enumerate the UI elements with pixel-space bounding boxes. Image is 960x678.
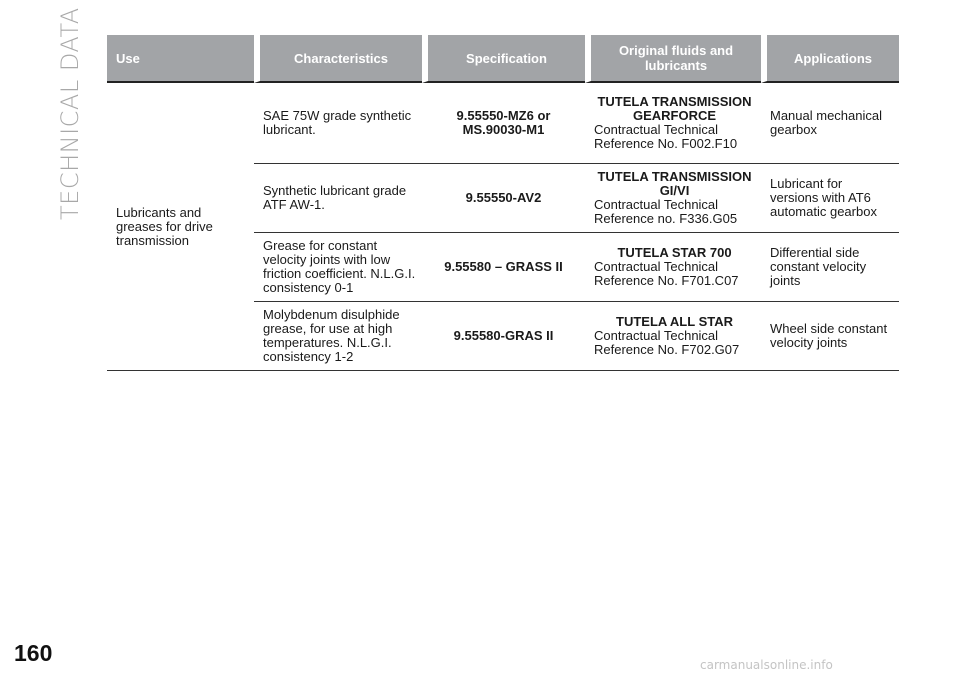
header-original-fluids: Original fluids and lubricants [585, 35, 761, 83]
lubricants-table [107, 35, 899, 371]
application-cell: Manual mechanical gearbox [761, 83, 899, 164]
header-use: Use [107, 35, 254, 83]
characteristics-cell: Molybdenum disulphide grease, for use at high temperatures. N.L.G.I. consistency 1-2 [254, 302, 422, 371]
product-cell [585, 302, 761, 371]
product-reference: Contractual Technical Reference No. F002.F10 [594, 122, 738, 151]
product-cell [585, 83, 761, 164]
application-cell: Differential side constant velocity joints [761, 233, 899, 302]
product-reference: Contractual Technical Reference No. F701.C07 [594, 259, 739, 288]
product-name: TUTELA STAR 700 [617, 245, 732, 260]
product-cell [585, 164, 761, 233]
header-applications: Applications [761, 35, 899, 83]
product-name: TUTELA ALL STAR [616, 314, 733, 329]
specification-cell: 9.55580-GRAS II [422, 302, 585, 371]
table-row [107, 83, 899, 164]
product-name: TUTELA TRANSMISSION GEARFORCE [597, 94, 752, 123]
table-header-row [107, 35, 899, 83]
watermark: carmanualsonline.info [700, 658, 833, 672]
specification-cell: 9.55580 – GRASS II [422, 233, 585, 302]
product-name: TUTELA TRANSMISSION GI/VI [597, 169, 752, 198]
application-cell: Lubricant for versions with AT6 automatic gearbox [761, 164, 899, 233]
application-cell: Wheel side constant velocity joints [761, 302, 899, 371]
page-number: 160 [14, 640, 53, 666]
specification-cell: 9.55550-AV2 [422, 164, 585, 233]
product-reference: Contractual Technical Reference No. F702.G07 [594, 328, 740, 357]
characteristics-cell: Grease for constant velocity joints with low friction coefficient. N.L.G.I. consistency 0-1 [254, 233, 422, 302]
product-reference: Contractual Technical Reference no. F336.G05 [594, 197, 738, 226]
product-cell [585, 233, 761, 302]
section-title: TECHNICAL DATA [56, 7, 84, 220]
specification-cell: 9.55550-MZ6 or MS.90030-M1 [422, 83, 585, 164]
header-specification: Specification [422, 35, 585, 83]
header-characteristics: Characteristics [254, 35, 422, 83]
use-cell: Lubricants and greases for drive transmission [107, 83, 254, 371]
characteristics-cell: Synthetic lubricant grade ATF AW-1. [254, 164, 422, 233]
characteristics-cell: SAE 75W grade synthetic lubricant. [254, 83, 422, 164]
